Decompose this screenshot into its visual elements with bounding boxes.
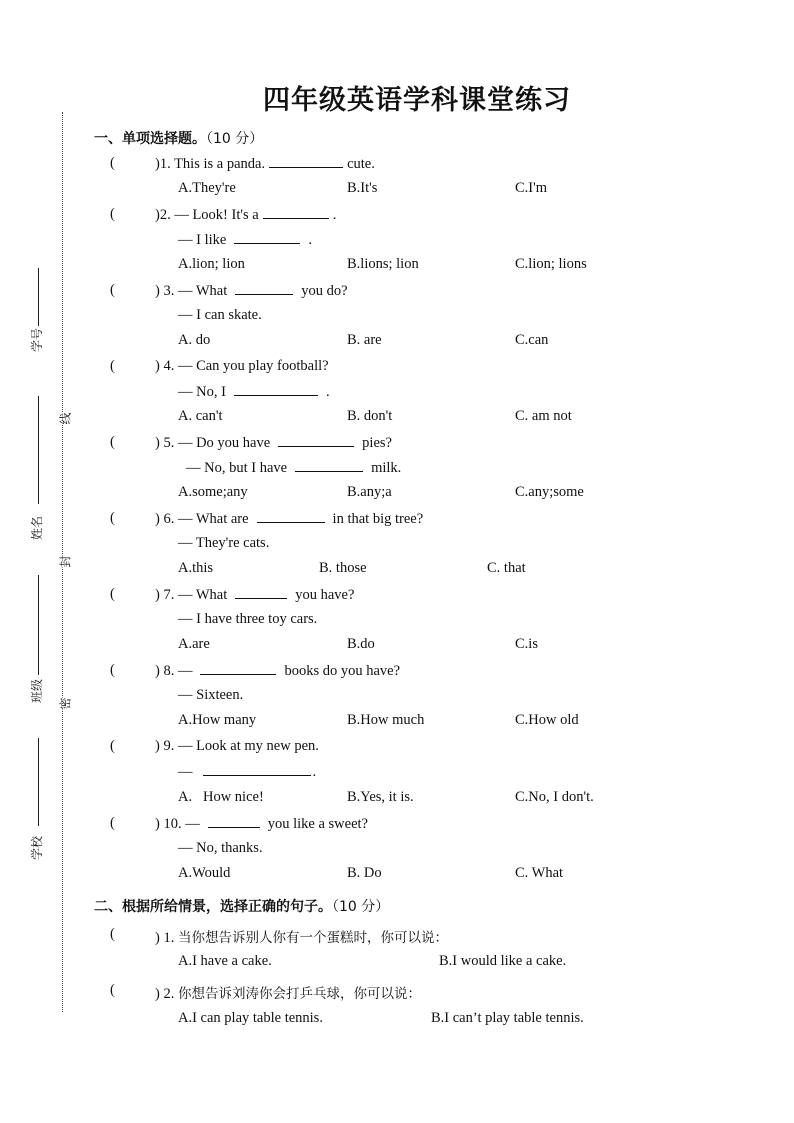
section1-heading xyxy=(94,128,263,148)
question-4: ) 4. — Can you play football? xyxy=(155,358,329,374)
q5-option-b: B.any;a xyxy=(347,484,392,500)
answer-paren: ( xyxy=(110,206,115,222)
section1-title: 一、单项选择题。 xyxy=(94,131,206,147)
question-5-line2: — No, but I have milk. xyxy=(186,460,402,476)
question-9: ) 9. — Look at my new pen. xyxy=(155,738,319,754)
answer-blank[interactable] xyxy=(234,231,300,244)
q8-option-b: B.How much xyxy=(347,712,425,728)
answer-blank[interactable] xyxy=(208,815,260,828)
q7-option-a: A.are xyxy=(178,636,210,652)
answer-blank[interactable] xyxy=(295,459,363,472)
section2-title: 二、根据所给情景，选择正确的句子。 xyxy=(94,899,332,915)
section2-points: （10 分） xyxy=(332,899,390,915)
seal-char-seal: 封 xyxy=(58,555,73,568)
q10-option-a: A.Would xyxy=(178,865,231,881)
q6-option-c: C. that xyxy=(487,560,526,576)
question-6-line2: — They're cats. xyxy=(178,535,270,551)
question-2-line2: — I like . xyxy=(178,232,312,248)
question-1: )1. This is a panda. cute. xyxy=(155,156,375,172)
s2-question-2: ) 2. 你想告诉刘涛你会打乒乓球，你可以说： xyxy=(155,986,421,1002)
answer-paren: ( xyxy=(110,815,115,831)
class-label: 班级 xyxy=(30,678,44,703)
answer-paren: ( xyxy=(110,926,115,942)
q7-option-b: B.do xyxy=(347,636,375,652)
seal-char-line: 线 xyxy=(58,412,73,425)
answer-blank[interactable] xyxy=(269,155,343,168)
answer-blank[interactable] xyxy=(235,586,287,599)
school-label: 学校 xyxy=(30,835,44,860)
q3-option-c: C.can xyxy=(515,332,549,348)
q1-option-b: B.It's xyxy=(347,180,378,196)
question-8-line2: — Sixteen. xyxy=(178,687,244,703)
student-id-blank xyxy=(38,268,39,326)
q1-option-a: A.They're xyxy=(178,180,236,196)
name-label: 姓名 xyxy=(30,515,44,540)
s2q1-option-a: A.I have a cake. xyxy=(178,953,272,969)
s2q2-option-a: A.I can play table tennis. xyxy=(178,1010,323,1026)
section1-points: （10 分） xyxy=(206,131,264,147)
q2-option-b: B.lions; lion xyxy=(347,256,419,272)
q8-option-c: C.How old xyxy=(515,712,579,728)
question-9-line2: — . xyxy=(178,764,317,780)
page-title: 四年级英语学科课堂练习 xyxy=(263,85,571,116)
student-id-label: 学号 xyxy=(30,327,44,352)
q9-option-a: A. How nice! xyxy=(178,789,264,805)
q3-option-b: B. are xyxy=(347,332,382,348)
question-3: ) 3. — What you do? xyxy=(155,283,348,299)
class-blank xyxy=(38,575,39,675)
answer-paren: ( xyxy=(110,155,115,171)
question-10: ) 10. — you like a sweet? xyxy=(155,816,368,832)
s2q1-option-b: B.I would like a cake. xyxy=(439,953,567,969)
question-7-line2: — I have three toy cars. xyxy=(178,611,318,627)
question-10-line2: — No, thanks. xyxy=(178,840,263,856)
name-blank xyxy=(38,396,39,504)
q1-option-c: C.I'm xyxy=(515,180,548,196)
answer-paren: ( xyxy=(110,662,115,678)
seal-char-secret: 密 xyxy=(58,697,73,710)
answer-blank[interactable] xyxy=(257,510,325,523)
answer-paren: ( xyxy=(110,982,115,998)
q5-option-a: A.some;any xyxy=(178,484,248,500)
answer-paren: ( xyxy=(110,510,115,526)
question-2: )2. — Look! It's a . xyxy=(155,207,337,223)
answer-paren: ( xyxy=(110,738,115,754)
question-4-line2: — No, I . xyxy=(178,384,330,400)
q4-option-a: A. can't xyxy=(178,408,223,424)
q5-option-c: C.any;some xyxy=(515,484,584,500)
answer-blank[interactable] xyxy=(203,763,311,776)
answer-paren: ( xyxy=(110,586,115,602)
school-blank xyxy=(38,738,39,826)
answer-blank[interactable] xyxy=(263,206,329,219)
question-5: ) 5. — Do you have pies? xyxy=(155,435,392,451)
q2-option-c: C.lion; lions xyxy=(515,256,587,272)
answer-blank[interactable] xyxy=(278,434,354,447)
answer-blank[interactable] xyxy=(235,282,293,295)
q9-option-c: C.No, I don't. xyxy=(515,789,594,805)
q2-option-a: A.lion; lion xyxy=(178,256,245,272)
section2-heading xyxy=(94,896,389,916)
q10-option-c: C. What xyxy=(515,865,564,881)
q4-option-c: C. am not xyxy=(515,408,572,424)
q7-option-c: C.is xyxy=(515,636,538,652)
question-6: ) 6. — What are in that big tree? xyxy=(155,511,424,527)
answer-paren: ( xyxy=(110,282,115,298)
answer-paren: ( xyxy=(110,358,115,374)
q6-option-b: B. those xyxy=(319,560,367,576)
answer-paren: ( xyxy=(110,434,115,450)
q6-option-a: A.this xyxy=(178,560,214,576)
s2q2-option-b: B.I can’t play table tennis. xyxy=(431,1010,584,1026)
question-3-line2: — I can skate. xyxy=(178,307,262,323)
s2-question-1: ) 1. 当你想告诉别人你有一个蛋糕时，你可以说： xyxy=(155,930,448,946)
q10-option-b: B. Do xyxy=(347,865,382,881)
question-7: ) 7. — What you have? xyxy=(155,587,355,603)
question-8: ) 8. — books do you have? xyxy=(155,663,401,679)
q3-option-a: A. do xyxy=(178,332,211,348)
q4-option-b: B. don't xyxy=(347,408,393,424)
answer-blank[interactable] xyxy=(234,383,318,396)
q9-option-b: B.Yes, it is. xyxy=(347,789,414,805)
answer-blank[interactable] xyxy=(200,662,276,675)
q8-option-a: A.How many xyxy=(178,712,257,728)
